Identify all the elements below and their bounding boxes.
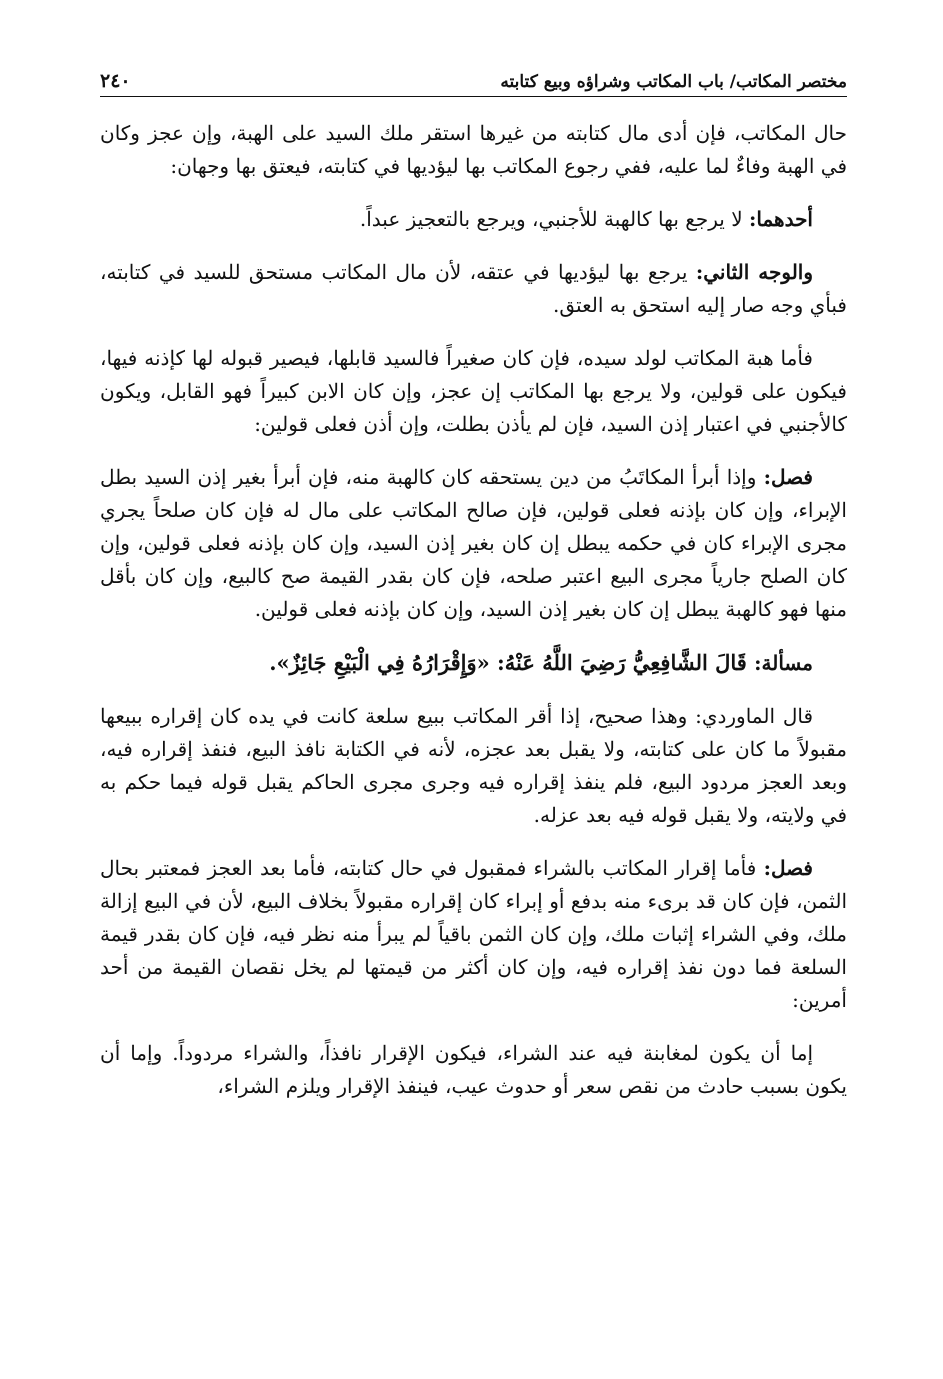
- paragraph-text: إما أن يكون لمغابنة فيه عند الشراء، فيكون الإقرار نافذاً، والشراء مردوداً. وإما أن يكون بسبب حادث من نقص سعر أو حدوث عيب، فينفذ الإقرار ويلزم الشراء،: [100, 1041, 847, 1098]
- body-text: [100, 117, 847, 1103]
- paragraph-lead: فصل:: [763, 465, 813, 489]
- paragraph-6: [100, 646, 847, 680]
- shafii-quote: قَالَ الشَّافِعِيُّ رَضِيَ اللَّهُ عَنْهُ: «وَإِقْرَارُهُ فِي الْبَيْعِ جَائِزٌ».: [269, 650, 755, 675]
- paragraph-8: [100, 852, 847, 1017]
- paragraph-text: يرجع بها ليؤديها في عتقه، لأن مال المكاتب مستحق للسيد في كتابته، فبأي وجه صار إليه استحق به العتق.: [100, 260, 847, 317]
- paragraph-text: وإذا أبرأ المكاتَبُ من دين يستحقه كان كالهبة منه، فإن أبرأ بغير إذن السيد بطل الإبراء، وإن كان بإذنه فعلى قولين، فإن صالح المكاتب على مال له فإن كان صلحاً يجري مجرى الإبراء كان في حكمه يبطل إن كان بغير إذن السيد، وإن كان بإذنه فعلى قولين، وإن كان الصلح جارياً مجرى البيع اعتبر صلحه، فإن كان بقدر القيمة صح كالبيع، وإن كان بأقل منها فهو كالهبة يبطل إن كان بغير إذن السيد، وإن كان بإذنه فعلى قولين.: [100, 465, 847, 621]
- paragraph-lead: مسألة:: [754, 651, 813, 675]
- paragraph-5: [100, 461, 847, 626]
- paragraph-4: [100, 342, 847, 441]
- paragraph-text: فأما هبة المكاتب لولد سيده، فإن كان صغيراً فالسيد قابلها، فيصير قبوله لها كإذنه فيها، فيكون على قولين، ولا يرجع بها المكاتب إن عجز، وإن كان الابن كبيراً فهو القابل، ويكون كالأجنبي في اعتبار إذن السيد، فإن لم يأذن بطلت، وإن أذن فعلى قولين:: [100, 346, 847, 436]
- paragraph-3: [100, 256, 847, 322]
- paragraph-2: [100, 203, 847, 236]
- page-header: [100, 64, 847, 97]
- paragraph-7: [100, 700, 847, 832]
- running-title: مختصر المكاتب/ باب المكاتب وشراؤه وبيع كتابته: [500, 72, 847, 92]
- paragraph-text: لا يرجع بها كالهبة للأجنبي، ويرجع بالتعجيز عبداً.: [359, 207, 749, 231]
- paragraph-1: [100, 117, 847, 183]
- paragraph-9: [100, 1037, 847, 1103]
- paragraph-text: قال الماوردي: وهذا صحيح، إذا أقر المكاتب ببيع سلعة كانت في يده كان إقراره ببيعها مقبولاً ما كان على كتابته، ولا يقبل بعد عجزه، لأنه في الكتابة نافذ البيع، فنفذ إقراره فيه، وبعد العجز مردود البيع، فلم ينفذ إقراره فيه وجرى مجرى الحاكم يقبل قوله فيما حكم به في ولايته، ولا يقبل قوله فيه بعد عزله.: [100, 704, 847, 827]
- paragraph-text: حال المكاتب، فإن أدى مال كتابته من غيرها استقر ملك السيد على الهبة، وإن عجز وكان في الهبة وفاءٌ لما عليه، ففي رجوع المكاتب بها ليؤديها في كتابته، فيعتق بها وجهان:: [100, 121, 847, 178]
- paragraph-lead: والوجه الثاني:: [695, 260, 813, 284]
- paragraph-text: فأما إقرار المكاتب بالشراء فمقبول في حال كتابته، فأما بعد العجز فمعتبر بحال الثمن، فإن كان قد برىء منه بدفع أو إبراء كان إقراره مقبولاً بخلاف البيع، لأن في البيع إزالة ملك، وفي الشراء إثبات ملك، وإن كان الثمن باقياً لم يبرأ منه نظر فيه، فإن كان بقدر قيمة السلعة فما دون نفذ إقراره فيه، وإن كان أكثر من قيمتها لم يخل نقصان القيمة من أحد أمرين:: [100, 856, 847, 1012]
- page-number: ٢٤٠: [100, 70, 131, 92]
- paragraph-lead: فصل:: [763, 856, 813, 880]
- paragraph-lead: أحدهما:: [748, 207, 813, 231]
